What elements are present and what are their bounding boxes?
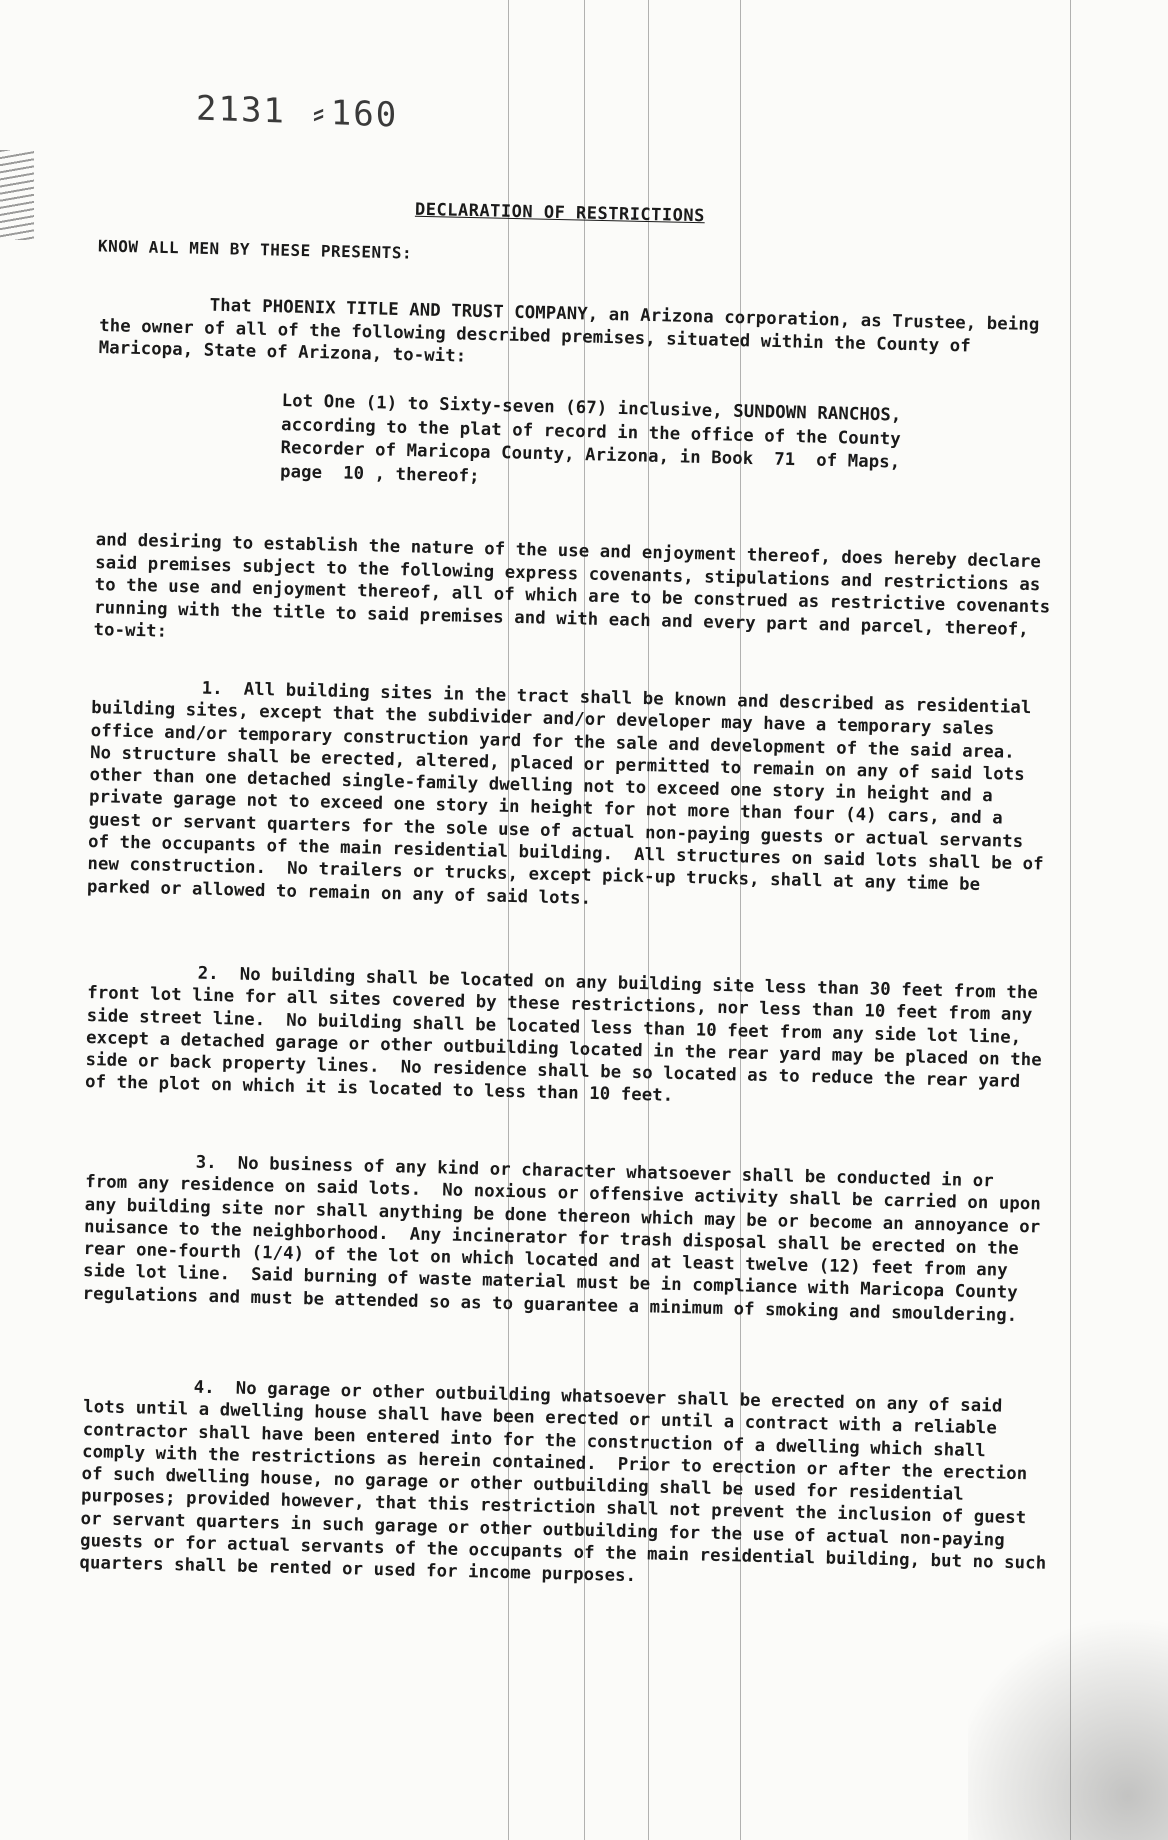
clause-4 <box>79 1374 1057 1597</box>
scan-noise <box>968 1620 1168 1840</box>
clause-text: 1. All building sites in the tract shall be known and described as residential building sites, except that the subdivider and/or developer may have a temporary sales office and/or temporary construction yard for the sale and development of the said area. No structure shall be erected, altered, placed or permitted to remain on any of said lots other than one detached single-family dwelling not to exceed one story in height and a private garage not to exceed one story in height for not more than four (4) cars, and a guest or servant quarters for the sole use of actual non-paying guests or actual servants of the occupants of the main residential building. All structures on said lots shall be of new construction. No trailers or trucks, except pick-up trucks, shall at any time be parked or allowed to remain on any of said lots. <box>86 678 1055 909</box>
clause-text: 4. No garage or other outbuilding whatsoever shall be erected on any of said lots until a dwelling house shall have been erected or until a contract with a reliable contractor shall have been entered into for the construction of a dwelling which shall comply with the restrictions as herein contained. Prior to erection or after the erection of such dwelling house, no garage or other outbuilding shall be used for residential purposes; provided however, that this restriction shall not prevent the inclusion of guest or servant quarters in such garage or other outbuilding for the use of actual non-paying guests or for actual servants of the occupants of the main residential building, but no such quarters shall be rented or used for income purposes. <box>79 1377 1057 1587</box>
intro-text: That PHOENIX TITLE AND TRUST COMPANY, an Arizona corporation, as Trustee, being the owner of all of the following described premises, situated within the County of Maricopa, State of Arizona, to-wit: <box>98 295 1051 367</box>
clause-1 <box>86 675 1055 921</box>
document-title: DECLARATION OF RESTRICTIONS <box>414 199 706 227</box>
recording-stamp: 2131 ⸗160 <box>196 88 399 136</box>
declaration-paragraph: and desiring to establish the nature of the use and enjoyment thereof, does hereby declare said premises subject to the following express covenants, stipulations and restrictions as to the use and enjoyment thereof, all of which are to be construed as restrictive covenants running with the title to said premises and with each and every part and parcel, thereof, to-wit: <box>93 529 1062 642</box>
lot-description: Lot One (1) to Sixty-seven (67) inclusive, SUNDOWN RANCHOS, according to the plat of record in the office of the County Recorder of Maricopa County, Arizona, in Book 71 of Maps, page 10 , thereof; <box>279 390 913 487</box>
scan-artifact-line <box>1070 0 1071 1840</box>
scan-edge-mark <box>0 150 34 240</box>
clause-2 <box>84 960 1053 1116</box>
clause-3 <box>82 1149 1052 1328</box>
intro-paragraph <box>98 292 1059 382</box>
opening-line: KNOW ALL MEN BY THESE PRESENTS: <box>97 236 413 263</box>
clause-text: 2. No building shall be located on any building site less than 30 feet from the front lot line for all sites covered by these restrictions, nor less than 10 feet from any side street line. No building shall be located less than 10 feet from any side lot line, except a detached garage or other outbuilding located in the rear yard may be placed on the side or back property lines. No residence shall be so located as to reduce the rear yard of the plot on which it is located to less than 10 feet. <box>84 963 1053 1107</box>
clause-text: 3. No business of any kind or character whatsoever shall be conducted in or from any residence on said lots. No noxious or offensive activity shall be carried on upon any building site nor shall anything be done thereon which may be or become an annoyance or nuisance to the neighborhood. Any incinerator for trash disposal shall be erected on the rear one-fourth (1/4) of the lot on which located and at least twelve (12) feet from any side lot line. Said burning of waste material must be in compliance with Maricopa County regulations and must be attended so as to guarantee a minimum of smoking and smouldering. <box>82 1152 1052 1326</box>
